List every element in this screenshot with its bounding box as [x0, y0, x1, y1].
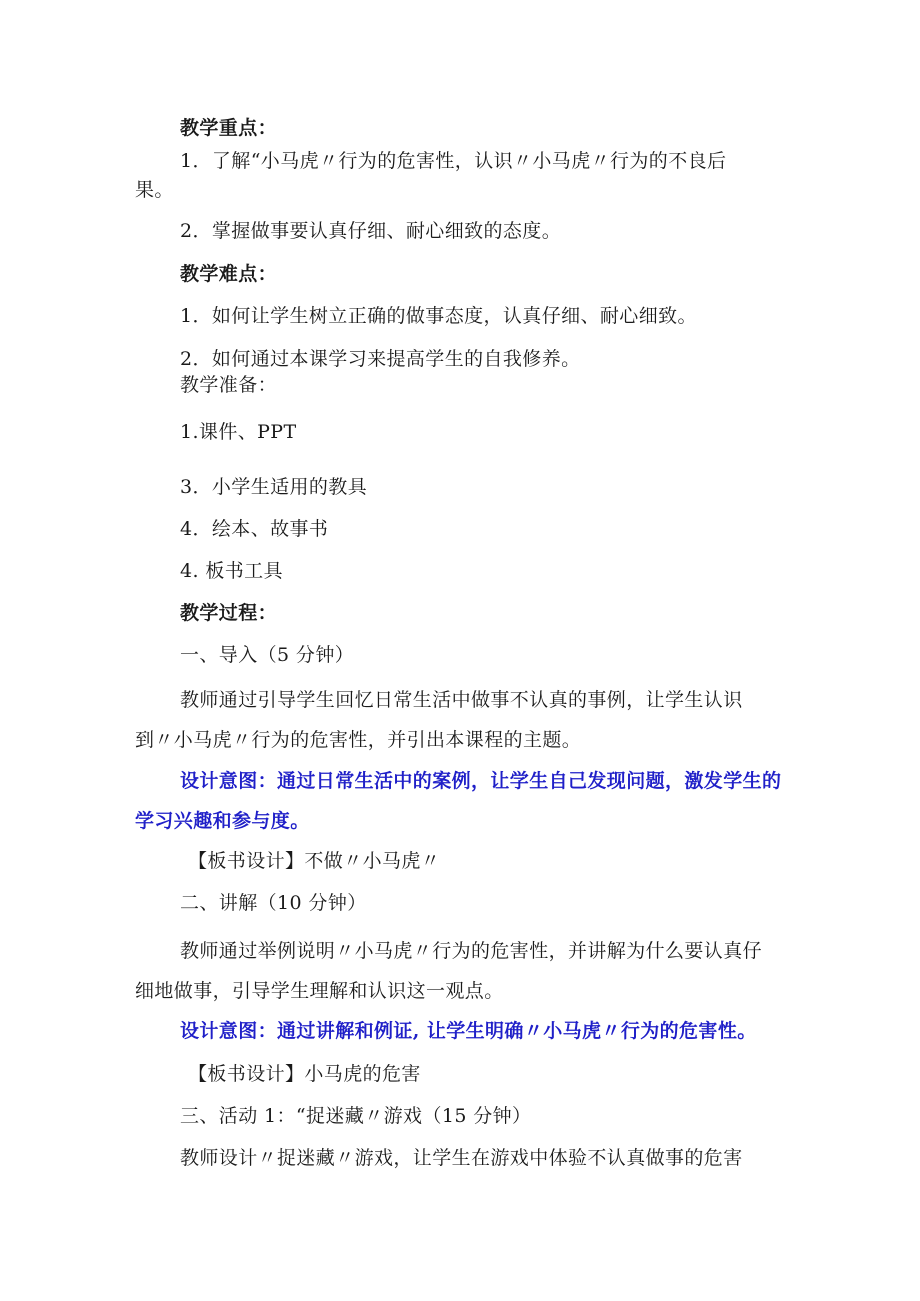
step2-design-intent: 设计意图：通过讲解和例证, 让学生明确〃小马虎〃行为的危害性。	[180, 1020, 757, 1042]
difficulty-2: 2．如何通过本课学习来提高学生的自我修养。	[180, 348, 581, 370]
prep-item-3: 4．绘本、故事书	[180, 518, 329, 540]
difficulties-heading: 教学难点：	[180, 263, 278, 285]
key-point-1: 1．了解“小马虎〃行为的危害性，认识〃小马虎〃行为的不良后果。	[135, 150, 727, 201]
step2-board-design: 【板书设计】小马虎的危害	[188, 1063, 421, 1085]
key-point-2: 2．掌握做事要认真仔细、耐心细致的态度。	[180, 220, 562, 242]
prep-item-1: 1.课件、PPT	[180, 421, 297, 443]
step2-title: 二、讲解（10 分钟）	[180, 892, 367, 914]
step1-design-intent: 设计意图：通过日常生活中的案例，让学生自己发现问题，激发学生的学习兴趣和参与度。	[135, 770, 782, 832]
difficulty-1: 1．如何让学生树立正确的做事态度，认真仔细、耐心细致。	[180, 305, 697, 327]
prep-item-4: 4. 板书工具	[180, 560, 283, 582]
step3-text: 教师设计〃捉迷藏〃游戏，让学生在游戏中体验不认真做事的危害	[180, 1147, 743, 1169]
process-heading: 教学过程：	[180, 602, 278, 624]
prep-heading: 教学准备：	[180, 374, 278, 396]
step2-text: 教师通过举例说明〃小马虎〃行为的危害性，并讲解为什么要认真仔细地做事，引导学生理解和认识这一观点。	[135, 940, 763, 1002]
step1-text: 教师通过引导学生回忆日常生活中做事不认真的事例，让学生认识到〃小马虎〃行为的危害性，并引出本课程的主题。	[135, 689, 743, 751]
prep-item-2: 3．小学生适用的教具	[180, 476, 368, 498]
step1-title: 一、导入（5 分钟）	[180, 644, 355, 666]
key-points-heading: 教学重点：	[180, 117, 278, 139]
step1-board-design: 【板书设计】不做〃小马虎〃	[188, 850, 441, 872]
step3-title: 三、活动 1：“捉迷藏〃游戏（15 分钟）	[180, 1105, 532, 1127]
